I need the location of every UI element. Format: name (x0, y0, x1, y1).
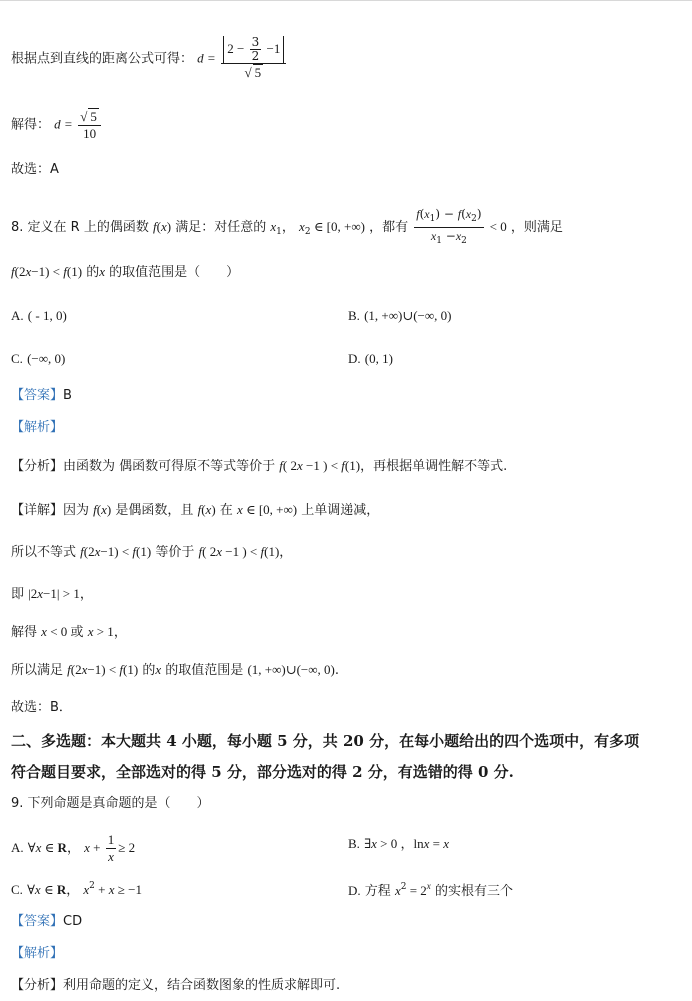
q9-option-b: B. ∃x > 0 ，lnx = x (348, 836, 450, 851)
choose-a-line: 故选：A (11, 162, 59, 177)
q8-step4: 所以满足 f(2x−1) < f(1) 的x 的取值范围是 (1, +∞)∪(−∞, 0). (11, 662, 339, 678)
section-heading-line2: 符合题目要求，全部选对的得 5 分，部分选对的得 2 分，有选错的得 0 分. (11, 763, 514, 781)
q9-option-d: D. 方程 $x^2 = 2^x$ 的实根有三个 (348, 881, 513, 899)
q8-option-c: C. (−∞, 0) (11, 351, 66, 366)
q9-option-c: C. ∀x ∈ R， $x^2 + x \ge -1$ (11, 881, 142, 897)
q8-step1: 所以不等式 f(2x−1) < f(1) 等价于 f( 2x −1 ) < f(1)， (11, 544, 293, 560)
q8-xiangjie: 【详解】因为 f(x) 是偶函数，且 f(x) 在 x ∈ [0, +∞) 上单调递减， (11, 502, 380, 518)
q9-stem: 9. 下列命题是真命题的是（ ） (11, 796, 210, 811)
section-heading-line1: 二、多选题：本大题共 4 小题，每小题 5 分，共 20 分，在每小题给出的四个选项中，有多项 (11, 732, 640, 750)
solve-line: 解得： d = $\frac{√ 5}{10}$ (11, 108, 103, 142)
q8-step3: 解得 x < 0 或 x > 1， (11, 624, 127, 640)
q9-answer: 【答案】CD (11, 914, 83, 929)
q8-stem-line2: f(2x−1) < f(1) 的x 的取值范围是（ ） (11, 264, 240, 280)
q9-analysis-heading: 【解析】 (11, 946, 64, 961)
q9-fenxi: 【分析】利用命题的定义，结合函数图象的性质求解即可. (11, 978, 341, 993)
q8-option-b: B. (1, +∞)∪(−∞, 0) (348, 308, 452, 323)
q8-answer: 【答案】B (11, 388, 72, 403)
q8-step2: 即 |2x−1| > 1， (11, 586, 93, 602)
q8-fenxi: 【分析】由函数为 偶函数可得原不等式等价于 f( 2x −1 ) < f(1)，再根据单调性解不等式. (11, 458, 508, 474)
q8-option-d: D. (0, 1) (348, 351, 393, 366)
q8-final: 故选：B． (11, 700, 72, 715)
q9-option-a: A. ∀x ∈ R， x + $\frac{1}{x}$ ≥ 2 (11, 832, 136, 864)
top-border (0, 0, 692, 1)
distance-fraction: 2 − $\frac{3}{2}$ −1 √ 5 (221, 36, 286, 82)
q8-analysis-heading: 【解析】 (11, 420, 64, 435)
q8-stem-line1: 8. 定义在 R 上的偶函数 f(x) 满足：对任意的 $x_1$， $x_2$ ∈ [0, +∞) ，都有 $\frac{f(x_1) - f(x_2)}{x_1 -x_2}$ < 0 ，则满足 (11, 207, 563, 246)
q8-option-a: A. ( - 1, 0) (11, 308, 67, 323)
distance-formula-line: 根据点到直线的距离公式可得： d = 2 − $\frac{3}{2}$ −1 √ 5 (11, 36, 288, 82)
